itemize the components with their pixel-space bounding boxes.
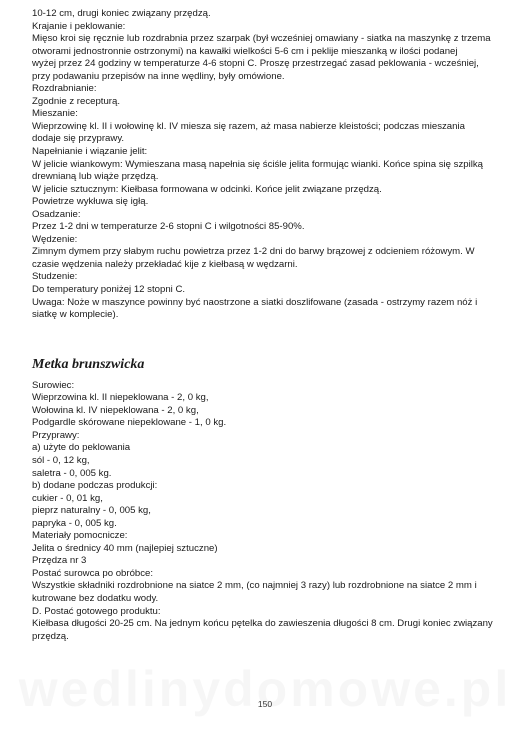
recipe-continuation [32,8,500,322]
text-line: Krajanie i peklowanie: [32,20,126,32]
text-line: Osadzanie: [32,208,81,220]
text-line: drewnianą lub wiąże przędzą. [32,171,159,183]
text-line: 10-12 cm, drugi koniec związany przędzą. [32,8,211,19]
text-line: W jelicie sztucznym: Kiełbasa formowana w odcinki. Końce jelit związane przędzą. [32,183,382,195]
text-line: Przyprawy: [32,429,80,441]
text-line: kutrowane bez dodatku wody. [32,592,159,604]
text-line: Kiełbasa długości 20-25 cm. Na jednym końcu pętelka do zawieszenia długości 8 cm. Drugi koniec związany [32,618,493,630]
text-line: cukier - 0, 01 kg, [32,492,103,504]
document-page [32,8,500,643]
text-line: D. Postać gotowego produktu: [32,605,161,617]
text-line: Wędzenie: [32,233,78,245]
text-line: Studzenie: [32,271,78,283]
text-line: W jelicie wiankowym: Wymieszana masą napełnia się ściśle jelita formując wianki. Końce spina się szpilką [32,158,483,170]
text-line: Jelita o średnicy 40 mm (najlepiej sztuczne) [32,542,218,554]
text-line: Materiały pomocnicze: [32,530,128,542]
recipe-title: Metka brunszwicka [32,356,145,372]
text-line: Uwaga: Noże w maszynce powinny być naostrzone a siatki doszlifowane (zasada - ostrzymy razem nóż i [32,296,478,308]
text-line: Surowiec: [32,379,75,391]
text-line: Rozdrabnianie: [32,83,97,95]
text-line: Postać surowca po obróbce: [32,567,154,579]
text-line: Napełnianie i wiązanie jelit: [32,146,148,158]
text-line: przędzą. [32,630,69,642]
recipe-metka-brunszwicka [32,380,500,643]
text-line: Przez 1-2 dni w temperaturze 2-6 stopni C i wilgotności 85-90%. [32,221,305,233]
text-line: siatkę w komplecie). [32,309,119,321]
text-line: b) dodane podczas produkcji: [32,480,158,492]
text-line: czasie wędzenia należy przekładać kije z kiełbasą w wędzarni. [32,258,298,270]
section-gap [32,322,500,356]
text-line: dodaje się przyprawy. [32,133,125,145]
text-line: a) użyte do peklowania [32,442,131,454]
text-line: sól - 0, 12 kg, [32,454,90,466]
page-number: 150 [257,699,273,709]
text-line: saletra - 0, 005 kg. [32,467,112,479]
text-line: Wieprzowinę kl. II i wołowinę kl. IV miesza się razem, aż masa nabierze kleistości; podczas mieszania [32,120,465,132]
text-line: pieprz naturalny - 0, 005 kg, [32,505,151,517]
text-line: Powietrze wykłuwa się igłą. [32,196,149,208]
text-line: wyżej przez 24 godziny w temperaturze 4-6 stopni C. Proszę przestrzegać zasad peklowania - wcześniej, [32,58,479,70]
text-line: Podgardle skórowane niepeklowane - 1, 0 kg. [32,417,227,429]
text-line: Zgodnie z recepturą. [32,95,120,107]
text-line: Wołowina kl. IV niepeklowana - 2, 0 kg, [32,404,199,416]
text-line: otworami jednostronnie ostrzonymi) na kawałki wielkości 5-6 cm i peklije mieszanką w ilości podanej [32,45,458,57]
text-line: Mięso kroi się ręcznie lub rozdrabnia przez szarpak (był wcześniej omawiany - siatka na maszynkę z trzema [32,33,491,45]
text-line: przy podawaniu przepisów na inne wędliny, były omówione. [32,70,285,82]
text-line: Mieszanie: [32,108,78,120]
text-line: Zimnym dymem przy słabym ruchu powietrza przez 1-2 dni do barwy brązowej z odcieniem różowym. W [32,246,475,258]
site-watermark [0,660,530,718]
text-line: papryka - 0, 005 kg. [32,517,117,529]
text-line: Do temperatury poniżej 12 stopni C. [32,284,186,296]
text-line: Wszystkie składniki rozdrobnione na siatce 2 mm, (co najmniej 3 razy) lub rozdrobnione na siatce 2 mm i [32,580,477,592]
text-line: Przędza nr 3 [32,555,87,567]
text-line: Wieprzowina kl. II niepeklowana - 2, 0 kg, [32,392,209,404]
